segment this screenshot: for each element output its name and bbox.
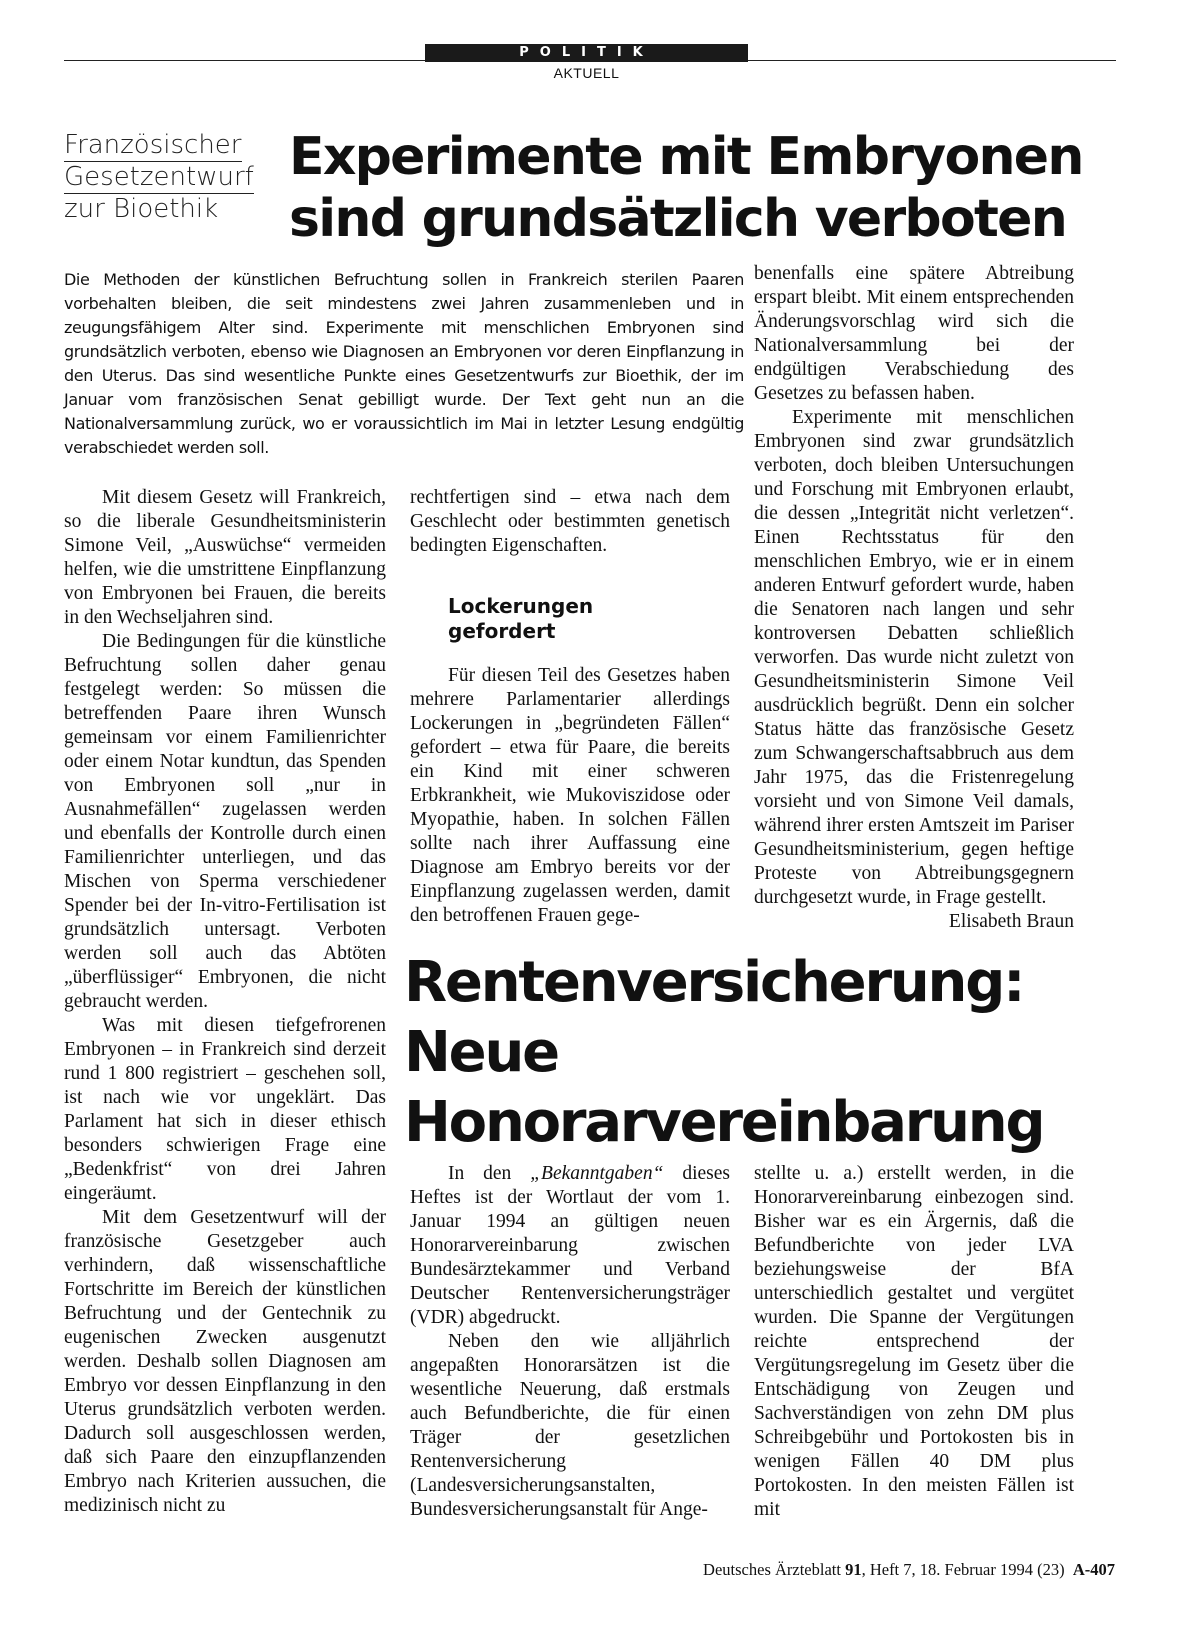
lead-paragraph: Die Methoden der künstlichen Befruchtung sollen in Frankreich sterilen Paaren vorbehalten bleiben, die seit mindestens zwei Jahren zusammenleben und in zeugungsfähigem Alter sind. Experimente mit menschlichen Embryonen sind grundsätzlich verboten, ebenso wie Diagnosen an Embryonen vor deren Einpflanzung in den Uterus. Das sind wesentliche Punkte eines Gesetzentwurfs zur Bioethik, der im Januar vom französischen Senat gebilligt wurde. Der Text geht nun an die Nationalversammlung zurück, wo er voraussichtlich im Mai in letzter Lesung endgültig verabschiedet werden soll. bbox=[64, 270, 744, 457]
subheading-line: Lockerungen bbox=[448, 594, 594, 618]
body-paragraph: Was mit diesen tiefgefrorenen Embryonen – in Frankreich sind derzeit rund 1 800 registriert – geschehen soll, ist nach wie vor ungeklärt. Das Parlament hat sich in dieser ethisch besonders schwierigen Frage eine „Bedenkfrist“ von drei Jahren eingeräumt. bbox=[64, 1015, 386, 1204]
article-column-3 bbox=[754, 262, 1074, 934]
article2-column-2 bbox=[410, 1162, 730, 1522]
body-paragraph bbox=[410, 1162, 730, 1330]
section-label: POLITIK bbox=[425, 44, 748, 62]
subheading bbox=[448, 594, 708, 644]
body-paragraph: Mit dem Gesetzentwurf will der französische Gesetzgeber auch verhindern, daß wissenschaftliche Fortschritte im Bereich der künstlichen Befruchtung und der Gentechnik zu eugenischen Zwecken ausgenutzt werden. Deshalb sollen Diagnosen am Embryo vor dessen Einpflanzung in den Uterus grundsätzlich verboten werden. Dadurch soll ausgeschlossen werden, daß sich Paare den einzupflanzenden Embryo nach Kriterien aussuchen, die medizinisch nicht zu bbox=[64, 1207, 386, 1516]
article2-column-3 bbox=[754, 1162, 1074, 1522]
body-paragraph: Neben den wie alljährlich angepaßten Honorarsätzen ist die wesentliche Neuerung, daß erstmals auch Befundberichte, die für einen Träger der gesetzlichen Rentenversicherung (Landesversicherungsanstalten, Bundesversicherungsanstalt für Ange- bbox=[410, 1331, 730, 1520]
kicker-line: zur Bioethik bbox=[64, 194, 219, 224]
body-paragraph: Für diesen Teil des Gesetzes haben mehrere Parlamentarier allerdings Lockerungen in „begründeten Fällen“ gefordert – etwa für Paare, die bereits ein Kind mit einer schweren Erbkrankheit, wie Mukoviszidose oder Myopathie, haben. In solchen Fällen sollte nach ihrer Auffassung eine Diagnose am Embryo bereits vor der Einpflanzung zugelassen werden, damit den betroffenen Frauen gege- bbox=[410, 665, 730, 926]
headline-line: Neue bbox=[404, 1020, 558, 1085]
kicker-line: Französischer bbox=[64, 130, 242, 160]
body-paragraph bbox=[754, 406, 1074, 932]
body-text-italic: „Bekanntgaben“ bbox=[530, 1163, 664, 1184]
article-column-2 bbox=[410, 486, 730, 928]
subsection-label: AKTUELL bbox=[553, 65, 620, 81]
headline-line: Rentenversicherung: bbox=[404, 950, 1024, 1015]
page-number: A-407 bbox=[1072, 1560, 1115, 1579]
page-footer bbox=[530, 1560, 1115, 1580]
headline-line: Honorarvereinbarung bbox=[404, 1090, 1044, 1155]
kicker bbox=[64, 130, 264, 225]
body-paragraph: Die Bedingungen für die künstliche Befruchtung sollen daher genau festgelegt werden: So müssen die betreffenden Paare ihren Wunsch gemeinsam vor einem Familienrichter oder einem Notar kundtun, das Spenden von Embryonen soll „nur in Ausnahmefällen“ zugelassen werden und ebenfalls der Kontrolle durch einen Familienrichter unterliegen, und das Mischen von Sperma verschiedener Spender bei der In-vitro-Fertilisation ist grundsätzlich untersagt. Verboten werden soll auch das Abtöten „überflüssiger“ Embryonen, die nicht gebraucht werden. bbox=[64, 631, 386, 1012]
issue-info: , Heft 7, 18. Februar 1994 (23) bbox=[861, 1560, 1065, 1579]
body-paragraph: benenfalls eine spätere Abtreibung erspart bleibt. Mit einem entsprechenden Änderungsvorschlag wird sich die Nationalversammlung bei der endgültigen Verabschiedung des Gesetzes zu befassen haben. bbox=[754, 263, 1074, 404]
headline-line: sind grundsätzlich verboten bbox=[289, 189, 1067, 249]
subheading-line: gefordert bbox=[448, 619, 556, 643]
body-text: Experimente mit menschlichen Embryonen sind zwar grundsätzlich verboten, doch bleiben Untersuchungen und Forschung mit Embryonen erlaubt, die dessen „Integrität nicht verletzen“. Einen Rechtsstatus für den menschlichen Embryo, wie er in einem anderen Entwurf gefordert wurde, haben die Senatoren nach langen und sehr kontroversen Debatten schließlich verworfen. Das wurde nicht zuletzt von Gesundheitsministerin Simone Veil ausdrücklich begrüßt. Denn ein solcher Status hätte das französische Gesetz zum Schwangerschaftsabbruch aus dem Jahr 1975, das die Fristenregelung vorsieht und von Simone Veil damals, während ihrer ersten Amtszeit im Pariser Gesundheitsministerium, gegen heftige Proteste von Abtreibungsgegnern durchgesetzt wurde, in Frage gestellt. bbox=[754, 407, 1074, 908]
article-column-1 bbox=[64, 486, 386, 1518]
body-paragraph: Mit diesem Gesetz will Frankreich, so die liberale Gesundheitsministerin Simone Veil, „Auswüchse“ vermeiden helfen, wie die umstrittene Einpflanzung von Embryonen bei Frauen, die bereits in den Wechseljahren sind. bbox=[64, 487, 386, 628]
body-text: dieses Heftes ist der Wortlaut der vom 1. Januar 1994 an gültigen neuen Honorarvereinbarung zwischen Bundesärztekammer und Verband Deutscher Rentenversicherungsträger (VDR) abgedruckt. bbox=[410, 1163, 730, 1328]
body-text: In den bbox=[448, 1163, 531, 1184]
volume-number: 91 bbox=[845, 1560, 862, 1579]
author-byline: Elisabeth Braun bbox=[948, 911, 1074, 932]
kicker-line: Gesetzentwurf bbox=[64, 162, 254, 192]
body-paragraph: rechtfertigen sind – etwa nach dem Geschlecht oder bestimmten genetisch bedingten Eigenschaften. bbox=[410, 487, 730, 556]
article-headline bbox=[289, 126, 1119, 250]
body-paragraph: stellte u. a.) erstellt werden, in die Honorarvereinbarung einbezogen sind. Bisher war es ein Ärgernis, daß die Befundberichte von jeder LVA beziehungsweise der BfA unterschiedlich gestaltet und vergütet wurden. Die Spanne der Vergütungen reichte entsprechend der Vergütungsregelung im Gesetz über die Entschädigung von Zeugen und Sachverständigen von zehn DM plus Schreibgebühr und Portokosten bis in wenigen Fällen 40 DM plus Portokosten. In den meisten Fällen ist mit bbox=[754, 1163, 1074, 1520]
journal-name: Deutsches Ärzteblatt bbox=[703, 1560, 846, 1579]
headline-line: Experimente mit Embryonen bbox=[289, 127, 1083, 187]
second-article-headline bbox=[404, 948, 1104, 1158]
